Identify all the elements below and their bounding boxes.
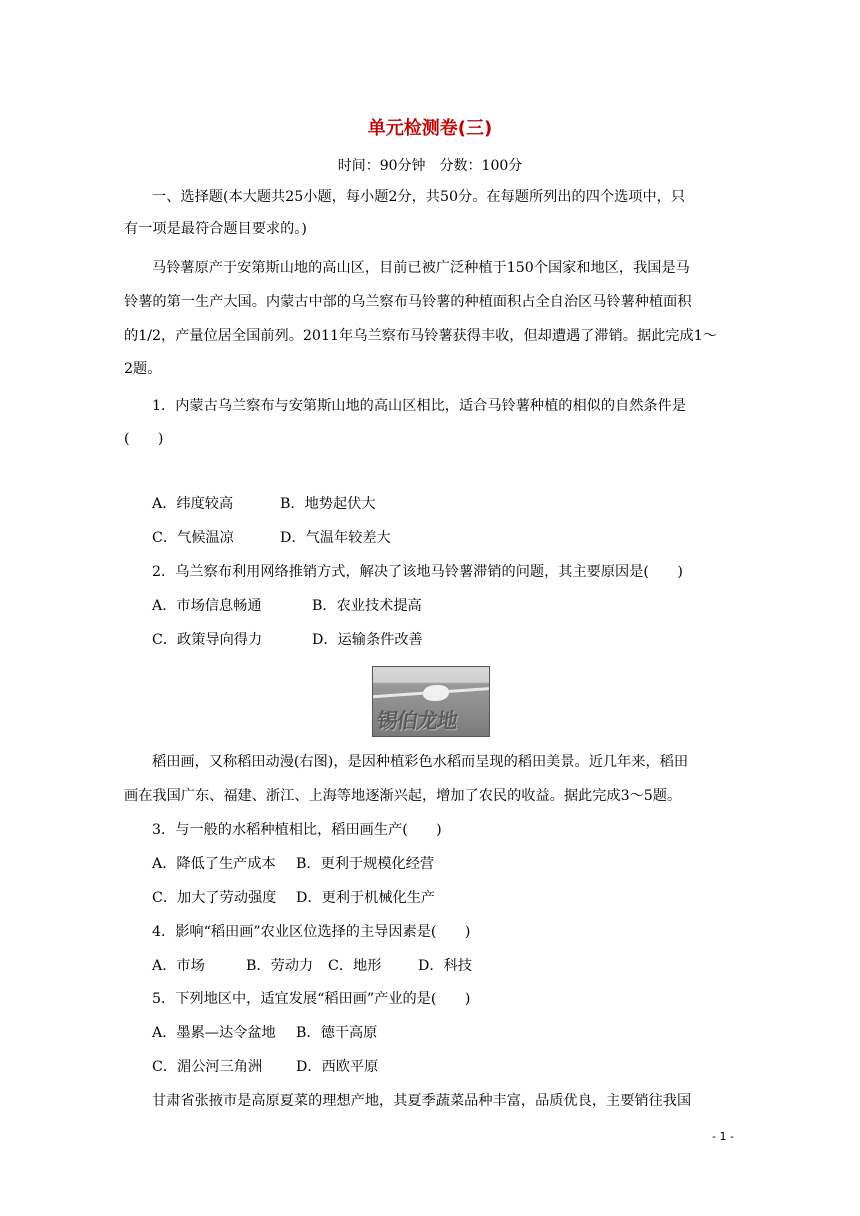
section-heading-line-2: 有一项是最符合题目要求的。) xyxy=(124,221,307,237)
q1-option-a: A．纬度较高 xyxy=(152,496,234,512)
passage2-line-1: 稻田画，又称稻田动漫(右图)，是因种植彩色水稻而呈现的稻田美景。近几年来，稻田 xyxy=(152,754,689,770)
q2-option-c: C．政策导向得力 xyxy=(152,632,263,648)
q3-option-c: C．加大了劳动强度 xyxy=(152,890,277,906)
q3-option-a: A．降低了生产成本 xyxy=(152,856,276,872)
question-3-stem: 3．与一般的水稻种植相比，稻田画生产( ) xyxy=(152,822,442,838)
passage1-line-1: 马铃薯原产于安第斯山地的高山区，目前已被广泛种植于150个国家和地区，我国是马 xyxy=(152,260,690,276)
q5-option-a: A．墨累—达令盆地 xyxy=(152,1025,276,1041)
section-heading-line-1: 一、选择题(本大题共25小题，每小题2分，共50分。在每题所列出的四个选项中，只 xyxy=(152,189,686,205)
page-title: 单元检测卷(三) xyxy=(367,118,493,139)
q4-option-b: B．劳动力 xyxy=(246,958,314,974)
q1-option-b: B．地势起伏大 xyxy=(280,496,376,512)
question-2-stem: 2．乌兰察布利用网络推销方式，解决了该地马铃薯滞销的问题，其主要原因是( ) xyxy=(152,564,683,580)
passage2-line-2: 画在我国广东、福建、浙江、上海等地逐渐兴起，增加了农民的收益。据此完成3～5题。 xyxy=(124,788,682,804)
q1-option-d: D．气温年较差大 xyxy=(280,530,391,546)
q3-option-b: B．更利于规模化经营 xyxy=(296,856,435,872)
question-4-stem: 4．影响“稻田画”农业区位选择的主导因素是( ) xyxy=(152,924,471,940)
passage1-line-3: 的1/2，产量位居全国前列。2011年乌兰察布马铃薯获得丰收，但却遭遇了滞销。据此完成1～ xyxy=(124,328,717,344)
q4-option-d: D．科技 xyxy=(418,958,472,974)
q3-option-d: D．更利于机械化生产 xyxy=(296,890,436,906)
question-1-stem: 1．内蒙古乌兰察布与安第斯山地的高山区相比，适合马铃薯种植的相似的自然条件是 xyxy=(152,398,686,414)
question-1-bracket: ( ) xyxy=(124,431,164,447)
q5-option-c: C．湄公河三角洲 xyxy=(152,1059,263,1075)
photo-field-lettering: 锡伯龙地 xyxy=(375,709,459,733)
rice-paddy-art-photo xyxy=(372,666,490,737)
q4-option-a: A．市场 xyxy=(152,958,205,974)
q4-option-c: C．地形 xyxy=(328,958,382,974)
q2-option-d: D．运输条件改善 xyxy=(312,632,423,648)
photo-cartoon-figure xyxy=(423,685,449,701)
q1-option-c: C．气候温凉 xyxy=(152,530,234,546)
passage1-line-2: 铃薯的第一生产大国。内蒙古中部的乌兰察布马铃薯的种植面积占全自治区马铃薯种植面积 xyxy=(124,294,692,310)
passage1-line-4: 2题。 xyxy=(124,361,162,377)
page-number: - 1 - xyxy=(712,1130,734,1143)
q2-option-a: A．市场信息畅通 xyxy=(152,598,262,614)
exam-info: 时间：90分钟 分数：100分 xyxy=(337,158,523,174)
question-5-stem: 5．下列地区中，适宜发展“稻田画”产业的是( ) xyxy=(152,991,471,1007)
q2-option-b: B．农业技术提高 xyxy=(312,598,422,614)
q5-option-b: B．德干高原 xyxy=(296,1025,378,1041)
passage3-line-1: 甘肃省张掖市是高原夏菜的理想产地，其夏季蔬菜品种丰富，品质优良，主要销往我国 xyxy=(152,1093,692,1109)
q5-option-d: D．西欧平原 xyxy=(296,1059,379,1075)
